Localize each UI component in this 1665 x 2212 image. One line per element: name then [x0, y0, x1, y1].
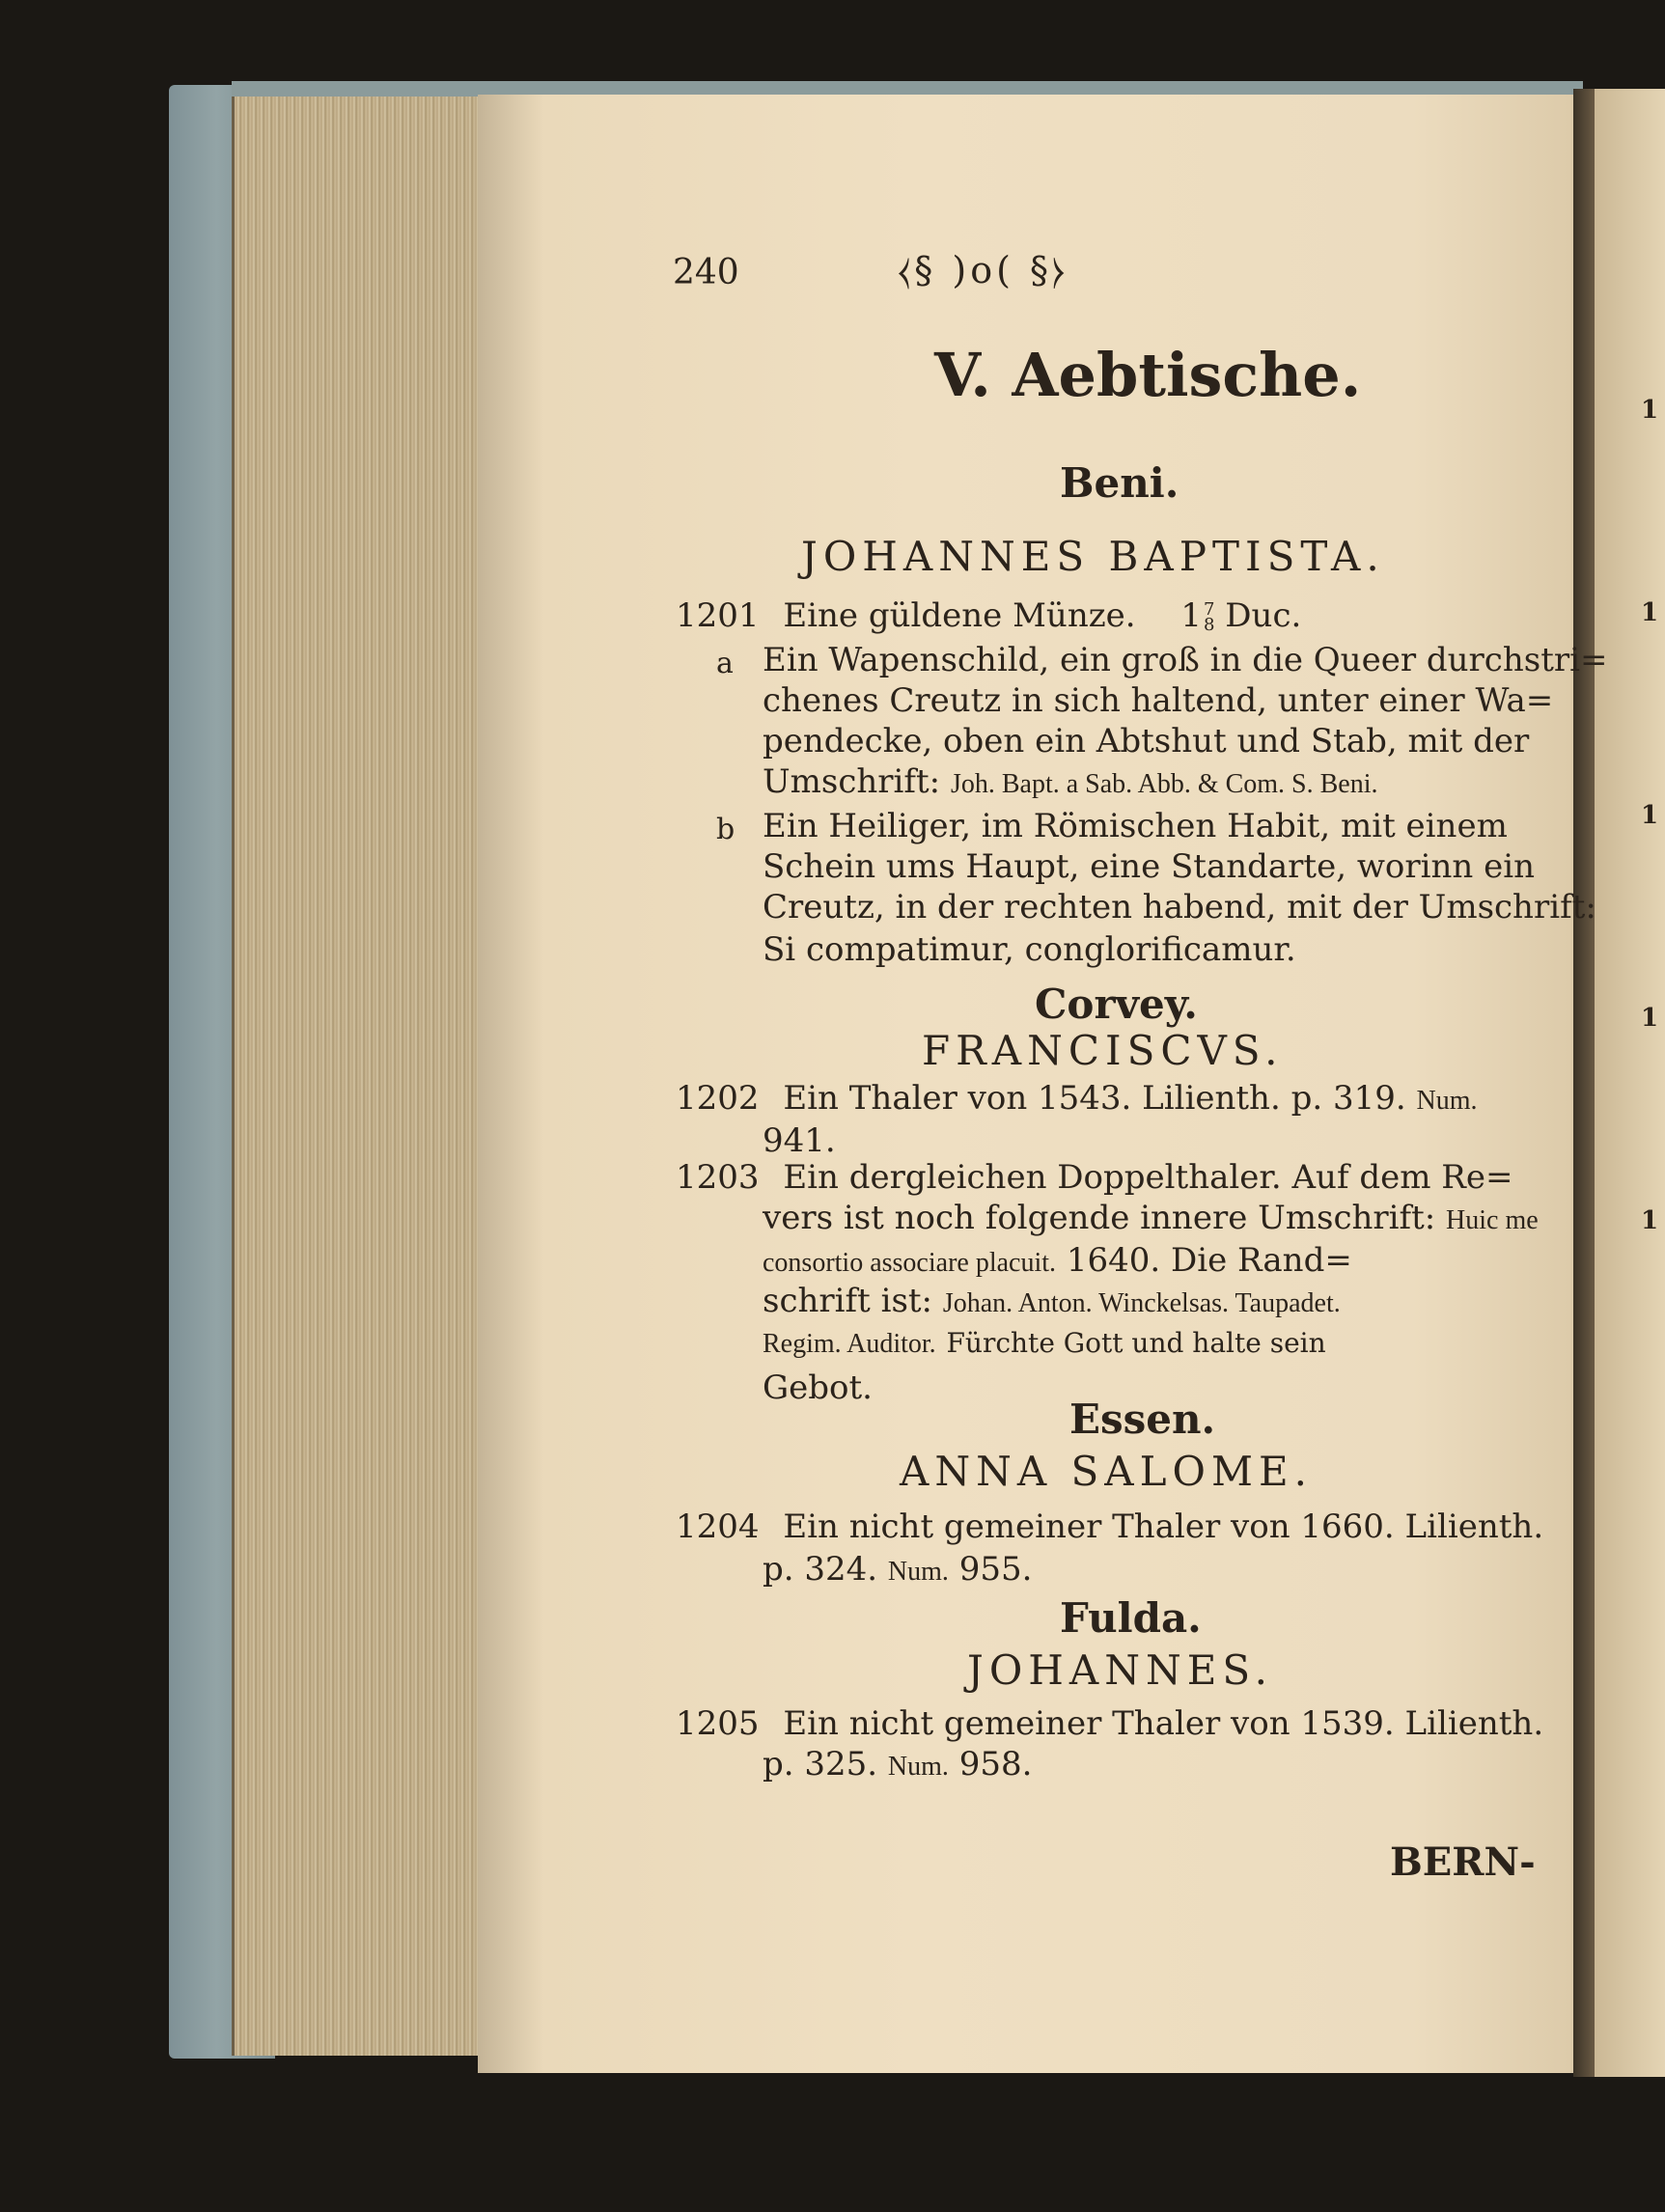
next-page-mark: 1: [1641, 1206, 1659, 1235]
entry-line: [763, 1322, 1326, 1361]
place-heading: Beni.: [1060, 459, 1179, 507]
entry-text: 955.: [958, 1550, 1033, 1589]
entry-1201: [676, 596, 1301, 635]
place-heading: Fulda.: [1060, 1594, 1202, 1642]
entry-text: 958.: [958, 1745, 1033, 1783]
entry-text: 1640. Die Rand=: [1066, 1241, 1352, 1280]
entry-number: 1202: [676, 1079, 760, 1118]
side-letter-a: a: [716, 647, 734, 680]
entry-1203: [676, 1158, 1512, 1197]
entry-1204: [676, 1507, 1543, 1546]
ruler-name: FRANCISCVS.: [922, 1027, 1284, 1074]
entry-line: [763, 1550, 1032, 1589]
fraction-numerator: 7: [1204, 599, 1215, 620]
entry-number: 1205: [676, 1704, 760, 1743]
entry-text: Ein nicht gemeiner Thaler von 1539. Lilienth.: [783, 1704, 1544, 1743]
latin-inscription: Johan. Anton. Winckelsas. Taupadet.: [942, 1288, 1341, 1318]
entry-number: 1203: [676, 1158, 760, 1197]
header-ornament: ⧼§ )o( §⧽: [898, 249, 1069, 291]
entry-text: Ein nicht gemeiner Thaler von 1660. Lilienth.: [783, 1507, 1544, 1546]
catchword: BERN-: [1390, 1839, 1536, 1885]
page-number: 240: [673, 253, 739, 292]
right-page-edge: [1595, 89, 1665, 2077]
entry-text: Fürchte Gott und halte sein: [946, 1327, 1326, 1359]
entry-text: Eine güldene Münze.: [783, 596, 1136, 635]
page-edges: [232, 97, 486, 2056]
side-a-line: pendecke, oben ein Abtshut und Stab, mit der: [763, 722, 1530, 760]
side-b-line: Creutz, in der rechten habend, mit der Umschrift:: [763, 888, 1596, 926]
ruler-name: JOHANNES.: [967, 1646, 1274, 1694]
ruler-name: JOHANNES BAPTISTA.: [801, 533, 1385, 580]
entry-text: Ein dergleichen Doppelthaler. Auf dem Re=: [783, 1158, 1513, 1197]
entry-line: [763, 1745, 1032, 1783]
place-heading: Corvey.: [1035, 981, 1198, 1028]
side-b-line: Schein ums Haupt, eine Standarte, worinn ein: [763, 847, 1536, 886]
side-a-line: Ein Wapenschild, ein groß in die Queer durchstri=: [763, 641, 1608, 679]
latin-inscription: Regim. Auditor.: [763, 1329, 936, 1359]
entry-text: 941.: [763, 1121, 836, 1160]
latin-abbrev: Num.: [1416, 1086, 1478, 1116]
latin-abbrev: Num.: [887, 1752, 949, 1782]
entry-text: vers ist noch folgende innere Umschrift:: [763, 1199, 1436, 1237]
side-a-line: [763, 762, 1378, 801]
place-heading: Essen.: [1069, 1396, 1216, 1443]
side-a-last-line: Umschrift:: [763, 762, 941, 801]
entry-line: [763, 1282, 1341, 1320]
book-gutter: [1573, 89, 1595, 2077]
fraction-denominator: 8: [1204, 615, 1215, 635]
latin-inscription: Huic me: [1446, 1205, 1539, 1235]
next-page-mark: 1: [1641, 396, 1659, 425]
entry-1202: [676, 1079, 1477, 1118]
entry-number: 1201: [676, 596, 760, 635]
entry-1205: [676, 1704, 1543, 1743]
entry-text: p. 324.: [763, 1550, 878, 1589]
entry-number: 1204: [676, 1507, 760, 1546]
side-letter-b: b: [716, 813, 735, 846]
entry-text: p. 325.: [763, 1745, 878, 1783]
latin-inscription: Si compatimur, conglorificamur.: [763, 930, 1296, 969]
entry-text: Ein Thaler von 1543. Lilienth. p. 319.: [783, 1079, 1406, 1118]
entry-text: schrift ist:: [763, 1282, 933, 1320]
value-fraction: [1204, 599, 1215, 635]
next-page-mark: 1: [1641, 1004, 1659, 1033]
latin-inscription: Joh. Bapt. a Sab. Abb. & Com. S. Beni.: [950, 769, 1378, 799]
value-whole: 1: [1180, 596, 1203, 635]
value-unit: Duc.: [1225, 596, 1302, 635]
section-title: V. Aebtische.: [934, 340, 1362, 410]
side-b-line: Ein Heiliger, im Römischen Habit, mit einem: [763, 807, 1508, 845]
entry-line: [763, 1241, 1352, 1280]
next-page-mark: 1: [1641, 598, 1659, 627]
ruler-name: ANNA SALOME.: [900, 1448, 1313, 1495]
entry-line: [763, 1199, 1539, 1237]
latin-inscription: consortio associare placuit.: [763, 1248, 1057, 1278]
latin-abbrev: Num.: [887, 1557, 949, 1587]
side-a-line: chenes Creutz in sich haltend, unter einer Wa=: [763, 681, 1554, 720]
next-page-mark: 1: [1641, 801, 1659, 830]
latin-inscription: Gebot.: [763, 1369, 873, 1407]
